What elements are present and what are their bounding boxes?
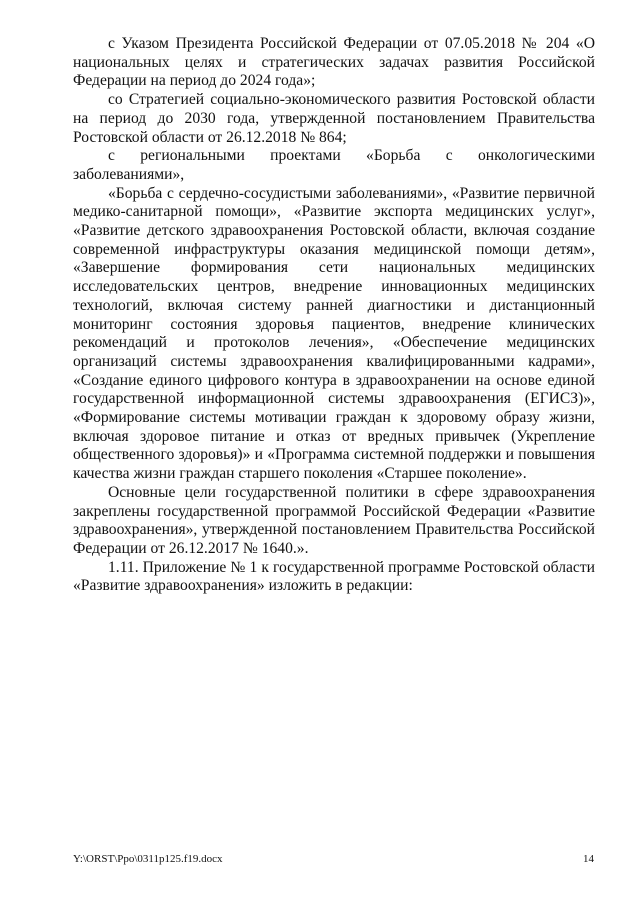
paragraph-appendix-amendment: 1.11. Приложение № 1 к государственной программе Ростовской области «Развитие здравоохранения» изложить в редакции: xyxy=(73,558,595,595)
document-body xyxy=(73,35,595,596)
paragraph-regional-projects-list: «Борьба с сердечно-сосудистыми заболеваниями», «Развитие первичной медико-санитарной помощи», «Развитие экспорта медицинских услуг», «Развитие детского здравоохранения Ростовской области, включая создание современной инфраструктуры оказания медицинской помощи детям», «Завершение формирования сети национальных медицинских исследовательских центров, внедрение инновационных медицинских технологий, включая систему ранней диагностики и дистанционный мониторинг состояния здоровья пациентов, внедрение клинических рекомендаций и протоколов лечения», «Обеспечение медицинских организаций системы здравоохранения квалифицированными кадрами», «Создание единого цифрового контура в здравоохранении на основе единой государственной информационной системы здравоохранения (ЕГИСЗ)», «Формирование системы мотивации граждан к здоровому образу жизни, включая здоровое питание и отказ от вредных привычек (Укрепление общественного здоровья)» и «Программа системной поддержки и повышения качества жизни граждан старшего поколения «Старшее поколение». xyxy=(73,184,595,483)
footer-file-path: Y:\ORST\Ppo\0311p125.f19.docx xyxy=(73,853,223,865)
page-number: 14 xyxy=(583,853,594,865)
paragraph-regional-projects-intro: с региональными проектами «Борьба с онкологическими заболеваниями», xyxy=(73,147,595,183)
paragraph-regional-strategy: со Стратегией социально-экономического развития Ростовской области на период до 2030 года, утвержденной постановлением Правительства Ростовской области от 26.12.2018 № 864; xyxy=(73,91,595,146)
paragraph-decree-reference: с Указом Президента Российской Федерации от 07.05.2018 № 204 «О национальных целях и стратегических задачах развития Российской Федерации на период до 2024 года»; xyxy=(73,35,595,90)
paragraph-policy-goals: Основные цели государственной политики в сфере здравоохранения закреплены государственной программой Российской Федерации «Развитие здравоохранения», утвержденной постановлением Правительства Российской Федерации от 26.12.2017 № 1640.». xyxy=(73,483,595,557)
